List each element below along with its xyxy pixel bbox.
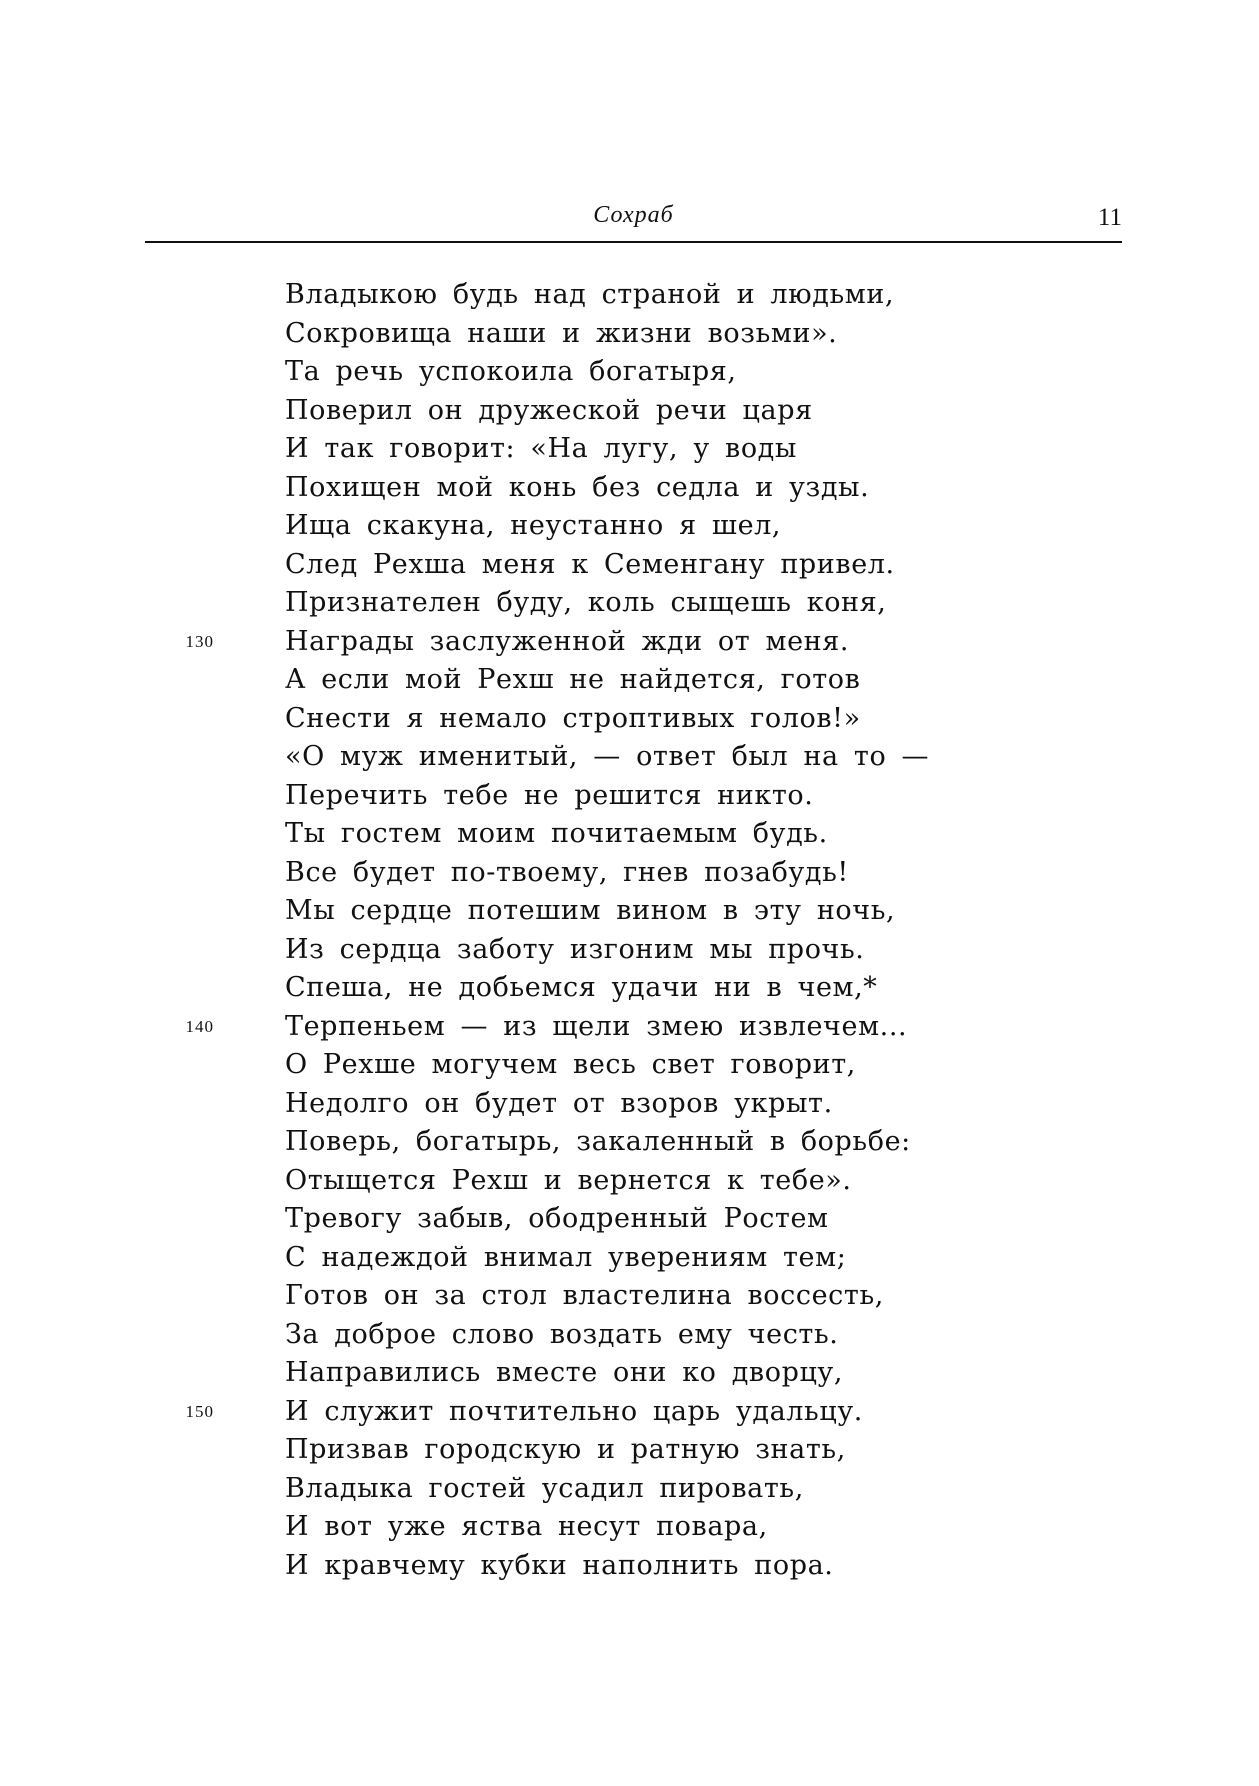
verse-line-text: Поверь, богатырь, закаленный в борьбе: <box>285 1126 911 1157</box>
verse-line-text: Награды заслуженной жди от меня. <box>285 625 850 657</box>
verse-line-text: След Рехша меня к Семенгану привел. <box>285 548 895 580</box>
verse-line <box>185 623 1010 662</box>
verse-line-text: Готов он за стол властелина воссесть, <box>285 1280 884 1311</box>
verse-line <box>210 507 1010 546</box>
verse-line-text: А если мой Рехш не найдется, готов <box>285 664 861 695</box>
verse-line <box>210 315 1010 354</box>
verse-line-text: Терпеньем — из щели змею извлечем... <box>285 1010 908 1042</box>
verse-line <box>210 584 1010 623</box>
verse-line-text: С надеждой внимал уверениям тем; <box>285 1241 847 1273</box>
verse-line <box>210 815 1010 854</box>
verse-line-text: Ты гостем моим почитаемым будь. <box>285 818 828 849</box>
verse-line-text: Поверил он дружеской речи царя <box>285 394 813 426</box>
verse-line-text: Из сердца заботу изгоним мы прочь. <box>285 933 865 965</box>
verse-line <box>210 276 1010 315</box>
verse-line <box>210 353 1010 392</box>
verse-line <box>185 1393 1010 1432</box>
verse-line <box>210 892 1010 931</box>
verse-line-text: Владыка гостей усадил пировать, <box>285 1472 804 1504</box>
verse-line-text: Ища скакуна, неустанно я шел, <box>285 510 782 541</box>
verse-line-text: И служит почтительно царь удальцу. <box>285 1395 863 1427</box>
verse-line-text: Отыщется Рехш и вернется к тебе». <box>285 1164 852 1196</box>
verse-line <box>210 1046 1010 1085</box>
verse-line-text: Все будет по-твоему, гнев позабудь! <box>285 856 849 888</box>
running-title: Сохраб <box>593 202 674 228</box>
verse-line-text: Та речь успокоила богатыря, <box>285 356 737 387</box>
verse-line-text: Направились вместе они ко дворцу, <box>285 1357 844 1388</box>
verse-line <box>210 1277 1010 1316</box>
verse-line-text: Недолго он будет от взоров укрыт. <box>285 1087 833 1119</box>
verse-line-text: «О муж именитый, — ответ был на то — <box>285 741 930 772</box>
verse-line <box>210 1354 1010 1393</box>
header-rule <box>145 241 1122 243</box>
verse-line <box>210 1162 1010 1201</box>
verse-line-text: Похищен мой конь без седла и узды. <box>285 471 870 503</box>
verse-line-text: Призвав городскую и ратную знать, <box>285 1434 846 1465</box>
verse-line <box>210 1470 1010 1509</box>
verse-line <box>210 854 1010 893</box>
verse-line-text: О Рехше могучем весь свет говорит, <box>285 1049 856 1080</box>
verse-line-text: Признателен буду, коль сыщешь коня, <box>285 587 887 618</box>
verse-line <box>210 1239 1010 1278</box>
verse-line-text: За доброе слово воздать ему честь. <box>285 1318 839 1350</box>
verse-line-text: Мы сердце потешим вином в эту ночь, <box>285 895 896 926</box>
line-number: 130 <box>185 631 214 651</box>
verse-line <box>210 1123 1010 1162</box>
verse-line-text: Перечить тебе не решится никто. <box>285 779 814 811</box>
verse-line <box>210 777 1010 816</box>
running-header <box>145 202 1122 246</box>
verse-line-text: И кравчему кубки наполнить пора. <box>285 1549 834 1581</box>
verse-line-text: И вот уже яства несут повара, <box>285 1511 768 1542</box>
line-number: 150 <box>185 1401 214 1421</box>
verse-line-text: Владыкою будь над страной и людьми, <box>285 279 895 310</box>
page-number: 11 <box>1097 204 1122 231</box>
verse-line <box>210 738 1010 777</box>
verse-line <box>210 969 1010 1008</box>
verse-line <box>210 1200 1010 1239</box>
verse-line <box>210 661 1010 700</box>
line-number: 140 <box>185 1016 214 1036</box>
verse-line-text: И так говорит: «На лугу, у воды <box>285 433 797 464</box>
verse-line <box>210 546 1010 585</box>
verse-line <box>210 392 1010 431</box>
verse-line <box>185 1008 1010 1047</box>
verse-line <box>210 430 1010 469</box>
verse-line <box>210 469 1010 508</box>
verse-line <box>210 1316 1010 1355</box>
verse-line <box>210 700 1010 739</box>
verse-line-text: Спеша, не добьемся удачи ни в чем,* <box>285 972 878 1003</box>
verse-line <box>210 1431 1010 1470</box>
verse-line-text: Тревогу забыв, ободренный Ростем <box>285 1203 829 1234</box>
poem-text <box>185 276 1010 1585</box>
verse-line <box>210 1547 1010 1586</box>
verse-line <box>210 1085 1010 1124</box>
verse-line-text: Сокровища наши и жизни возьми». <box>285 317 838 349</box>
verse-line <box>210 931 1010 970</box>
verse-line <box>210 1508 1010 1547</box>
verse-line-text: Снести я немало строптивых голов!» <box>285 702 861 734</box>
